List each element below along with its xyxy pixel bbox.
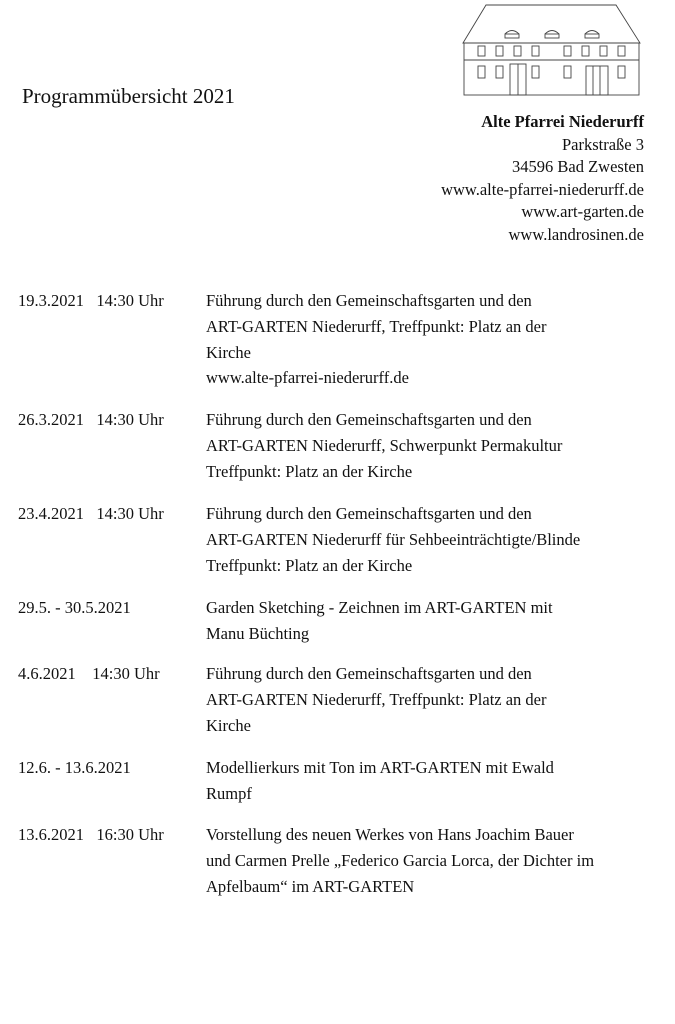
event-line: Führung durch den Gemeinschaftsgarten und den bbox=[206, 504, 532, 523]
event-date: 12.6. - 13.6.2021 bbox=[18, 758, 131, 777]
event-date: 26.3.2021 14:30 Uhr bbox=[18, 410, 164, 429]
website-link[interactable]: www.alte-pfarrei-niederurff.de bbox=[441, 179, 644, 199]
event-description bbox=[206, 407, 658, 484]
building-illustration bbox=[460, 0, 643, 97]
event-item bbox=[18, 822, 658, 902]
event-item bbox=[18, 288, 658, 407]
event-description bbox=[206, 755, 658, 807]
event-line: Manu Büchting bbox=[206, 623, 310, 643]
event-description bbox=[206, 288, 658, 391]
event-line: Führung durch den Gemeinschaftsgarten und den bbox=[206, 664, 532, 683]
event-item bbox=[18, 595, 658, 661]
event-line: Garden Sketching - Zeichnen im ART-GARTEN mit bbox=[206, 598, 553, 617]
event-line: Apfelbaum“ im ART-GARTEN bbox=[206, 876, 415, 896]
event-description bbox=[206, 661, 658, 738]
event-line: Kirche bbox=[206, 342, 251, 362]
event-line: ART-GARTEN Niederurff, Schwerpunkt Permakultur bbox=[206, 435, 563, 455]
city: 34596 Bad Zwesten bbox=[512, 157, 644, 177]
website-link[interactable]: www.landrosinen.de bbox=[508, 224, 644, 244]
event-line: Kirche bbox=[206, 715, 251, 735]
event-line: Führung durch den Gemeinschaftsgarten und den bbox=[206, 291, 532, 310]
event-line[interactable]: www.alte-pfarrei-niederurff.de bbox=[206, 368, 409, 388]
event-item bbox=[18, 755, 658, 822]
event-date: 4.6.2021 14:30 Uhr bbox=[18, 664, 160, 683]
event-line: Vorstellung des neuen Werkes von Hans Joachim Bauer bbox=[206, 825, 574, 844]
event-line: ART-GARTEN Niederurff, Treffpunkt: Platz an der bbox=[206, 689, 547, 709]
event-line: Führung durch den Gemeinschaftsgarten und den bbox=[206, 410, 532, 429]
event-line: Rumpf bbox=[206, 783, 252, 803]
event-line: ART-GARTEN Niederurff, Treffpunkt: Platz an der bbox=[206, 316, 547, 336]
event-item bbox=[18, 407, 658, 501]
organization-name: Alte Pfarrei Niederurff bbox=[481, 112, 644, 131]
website-link[interactable]: www.art-garten.de bbox=[521, 202, 644, 222]
event-item bbox=[18, 661, 658, 755]
address-block bbox=[441, 111, 644, 247]
event-description bbox=[206, 822, 658, 899]
street: Parkstraße 3 bbox=[561, 134, 644, 154]
event-item bbox=[18, 501, 658, 595]
event-description bbox=[206, 501, 658, 578]
event-date: 29.5. - 30.5.2021 bbox=[18, 598, 131, 617]
event-date: 23.4.2021 14:30 Uhr bbox=[18, 504, 164, 523]
event-line: und Carmen Prelle „Federico Garcia Lorca, der Dichter im bbox=[206, 850, 595, 870]
event-description bbox=[206, 595, 658, 647]
event-line: Treffpunkt: Platz an der Kirche bbox=[206, 461, 413, 481]
event-list bbox=[18, 288, 658, 902]
page-title: Programmübersicht 2021 bbox=[22, 84, 235, 108]
event-date: 19.3.2021 14:30 Uhr bbox=[18, 291, 164, 310]
event-line: Treffpunkt: Platz an der Kirche bbox=[206, 555, 413, 575]
event-line: Modellierkurs mit Ton im ART-GARTEN mit Ewald bbox=[206, 758, 554, 777]
event-date: 13.6.2021 16:30 Uhr bbox=[18, 825, 164, 844]
event-line: ART-GARTEN Niederurff für Sehbeeinträchtigte/Blinde bbox=[206, 529, 581, 549]
